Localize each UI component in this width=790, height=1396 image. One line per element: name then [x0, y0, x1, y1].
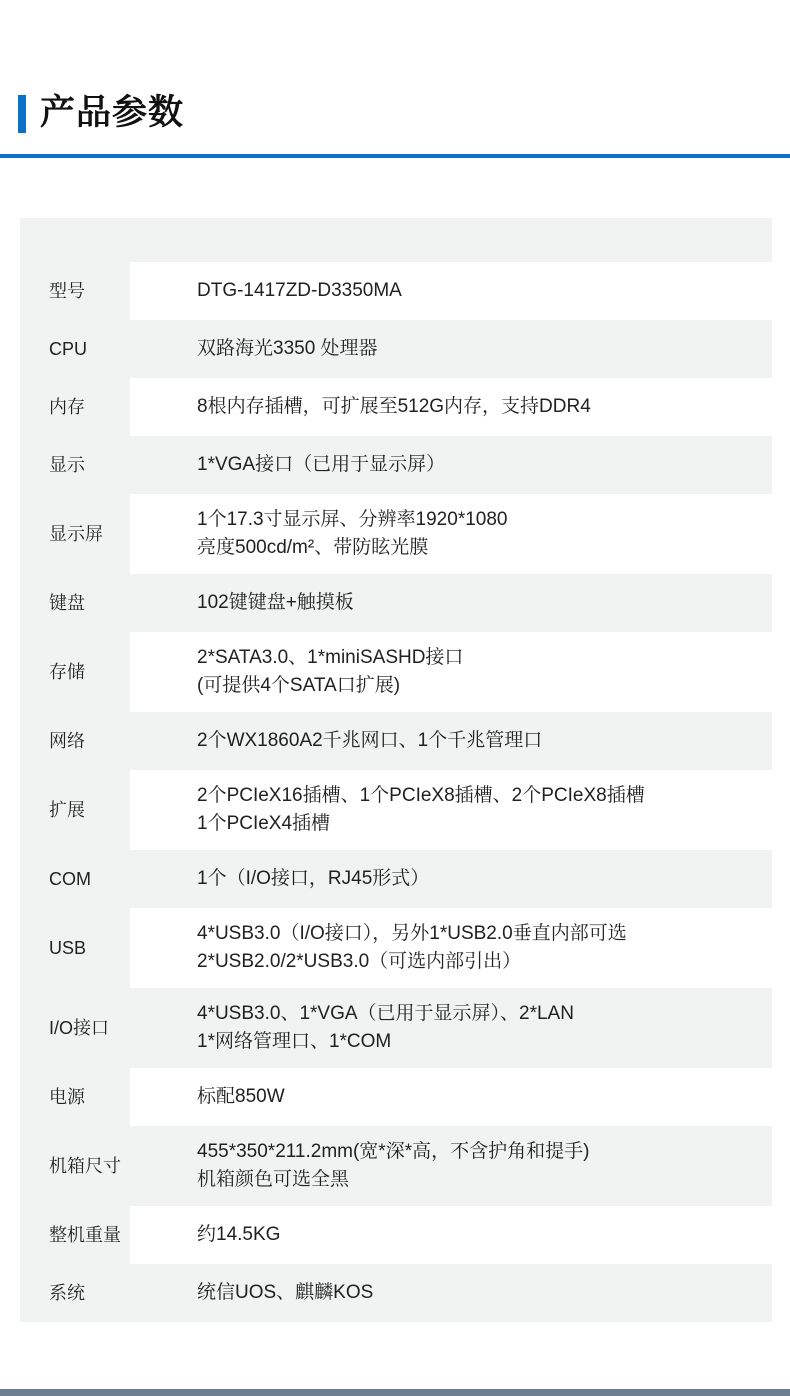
spec-table: [20, 218, 772, 1322]
spec-value-line: 1*网络管理口、1*COM: [197, 1031, 392, 1052]
spec-value: [130, 1126, 772, 1206]
spec-label: 键盘: [49, 593, 85, 613]
spec-label: 显示: [49, 455, 85, 475]
spec-label: 内存: [49, 397, 85, 417]
spec-label: 存储: [49, 662, 85, 682]
table-row: [20, 1068, 772, 1126]
spec-value: [130, 632, 772, 712]
spec-value: [130, 908, 772, 988]
spec-value-line: 1个17.3寸显示屏、分辨率1920*1080: [197, 509, 508, 530]
spec-value-line: 8根内存插槽，可扩展至512G内存，支持DDR4: [197, 396, 591, 417]
spec-value: [130, 1206, 772, 1264]
spec-label: I/O接口: [49, 1018, 110, 1038]
spec-value-line: 亮度500cd/m²、带防眩光膜: [197, 537, 429, 558]
spec-label: CPU: [49, 339, 88, 359]
spec-label: 扩展: [49, 800, 85, 820]
spec-value: [130, 378, 772, 436]
spec-value-line: 机箱颜色可选全黑: [197, 1169, 350, 1190]
table-row: [20, 632, 772, 712]
table-row: [20, 574, 772, 632]
spec-value: [130, 574, 772, 632]
spec-value: [130, 320, 772, 378]
table-row: [20, 378, 772, 436]
spec-value-line: 2*USB2.0/2*USB3.0（可选内部引出）: [197, 951, 522, 972]
spec-label: COM: [49, 869, 91, 889]
spec-label: 整机重量: [49, 1225, 121, 1245]
spec-value-line: 102键键盘+触摸板: [197, 592, 354, 613]
spec-value-line: 4*USB3.0（I/O接口），另外1*USB2.0垂直内部可选: [197, 923, 627, 944]
spec-value: [130, 436, 772, 494]
spec-value-line: 双路海光3350 处理器: [197, 338, 378, 359]
table-row: [20, 436, 772, 494]
title-accent-bar: [18, 95, 26, 133]
footer-bar: [0, 1389, 790, 1396]
table-row: [20, 320, 772, 378]
spec-value-line: 1个PCIeX4插槽: [197, 813, 331, 834]
spec-value-line: 455*350*211.2mm(宽*深*高，不含护角和提手): [197, 1141, 590, 1162]
spec-value: [130, 712, 772, 770]
spec-value: [130, 1068, 772, 1126]
page-title: 产品参数: [40, 93, 185, 132]
spec-value: [130, 770, 772, 850]
spec-label: 显示屏: [49, 524, 103, 544]
spec-value: [130, 988, 772, 1068]
spec-value: [130, 1264, 772, 1322]
spec-value-line: 1*VGA接口（已用于显示屏）: [197, 454, 446, 475]
spec-value: [130, 494, 772, 574]
spec-value-line: DTG-1417ZD-D3350MA: [197, 280, 402, 301]
table-row: [20, 850, 772, 908]
table-row: [20, 1126, 772, 1206]
spec-value-line: 2个WX1860A2千兆网口、1个千兆管理口: [197, 730, 543, 751]
table-row: [20, 494, 772, 574]
spec-label: 系统: [49, 1283, 85, 1303]
table-row: [20, 988, 772, 1068]
spec-value-line: (可提供4个SATA口扩展): [197, 675, 401, 696]
spec-value-line: 2*SATA3.0、1*miniSASHD接口: [197, 647, 464, 668]
spec-value-line: 1个（I/O接口，RJ45形式）: [197, 868, 430, 889]
spec-value-line: 2个PCIeX16插槽、1个PCIeX8插槽、2个PCIeX8插槽: [197, 785, 645, 806]
spec-value: [130, 262, 772, 320]
table-row: [20, 262, 772, 320]
title-underline: [0, 154, 790, 158]
spec-value: [130, 850, 772, 908]
spec-value-line: 统信UOS、麒麟KOS: [197, 1282, 374, 1303]
table-row: [20, 908, 772, 988]
spec-label: USB: [49, 938, 87, 958]
spec-label: 型号: [49, 281, 85, 301]
table-row: [20, 1206, 772, 1264]
spec-label: 网络: [49, 731, 85, 751]
spec-value-line: 约14.5KG: [197, 1224, 281, 1245]
table-row: [20, 712, 772, 770]
spec-value-line: 标配850W: [197, 1086, 285, 1107]
spec-label: 电源: [49, 1087, 85, 1107]
table-row: [20, 1264, 772, 1322]
spec-label: 机箱尺寸: [49, 1156, 121, 1176]
spec-value-line: 4*USB3.0、1*VGA（已用于显示屏）、2*LAN: [197, 1003, 574, 1024]
table-row: [20, 770, 772, 850]
